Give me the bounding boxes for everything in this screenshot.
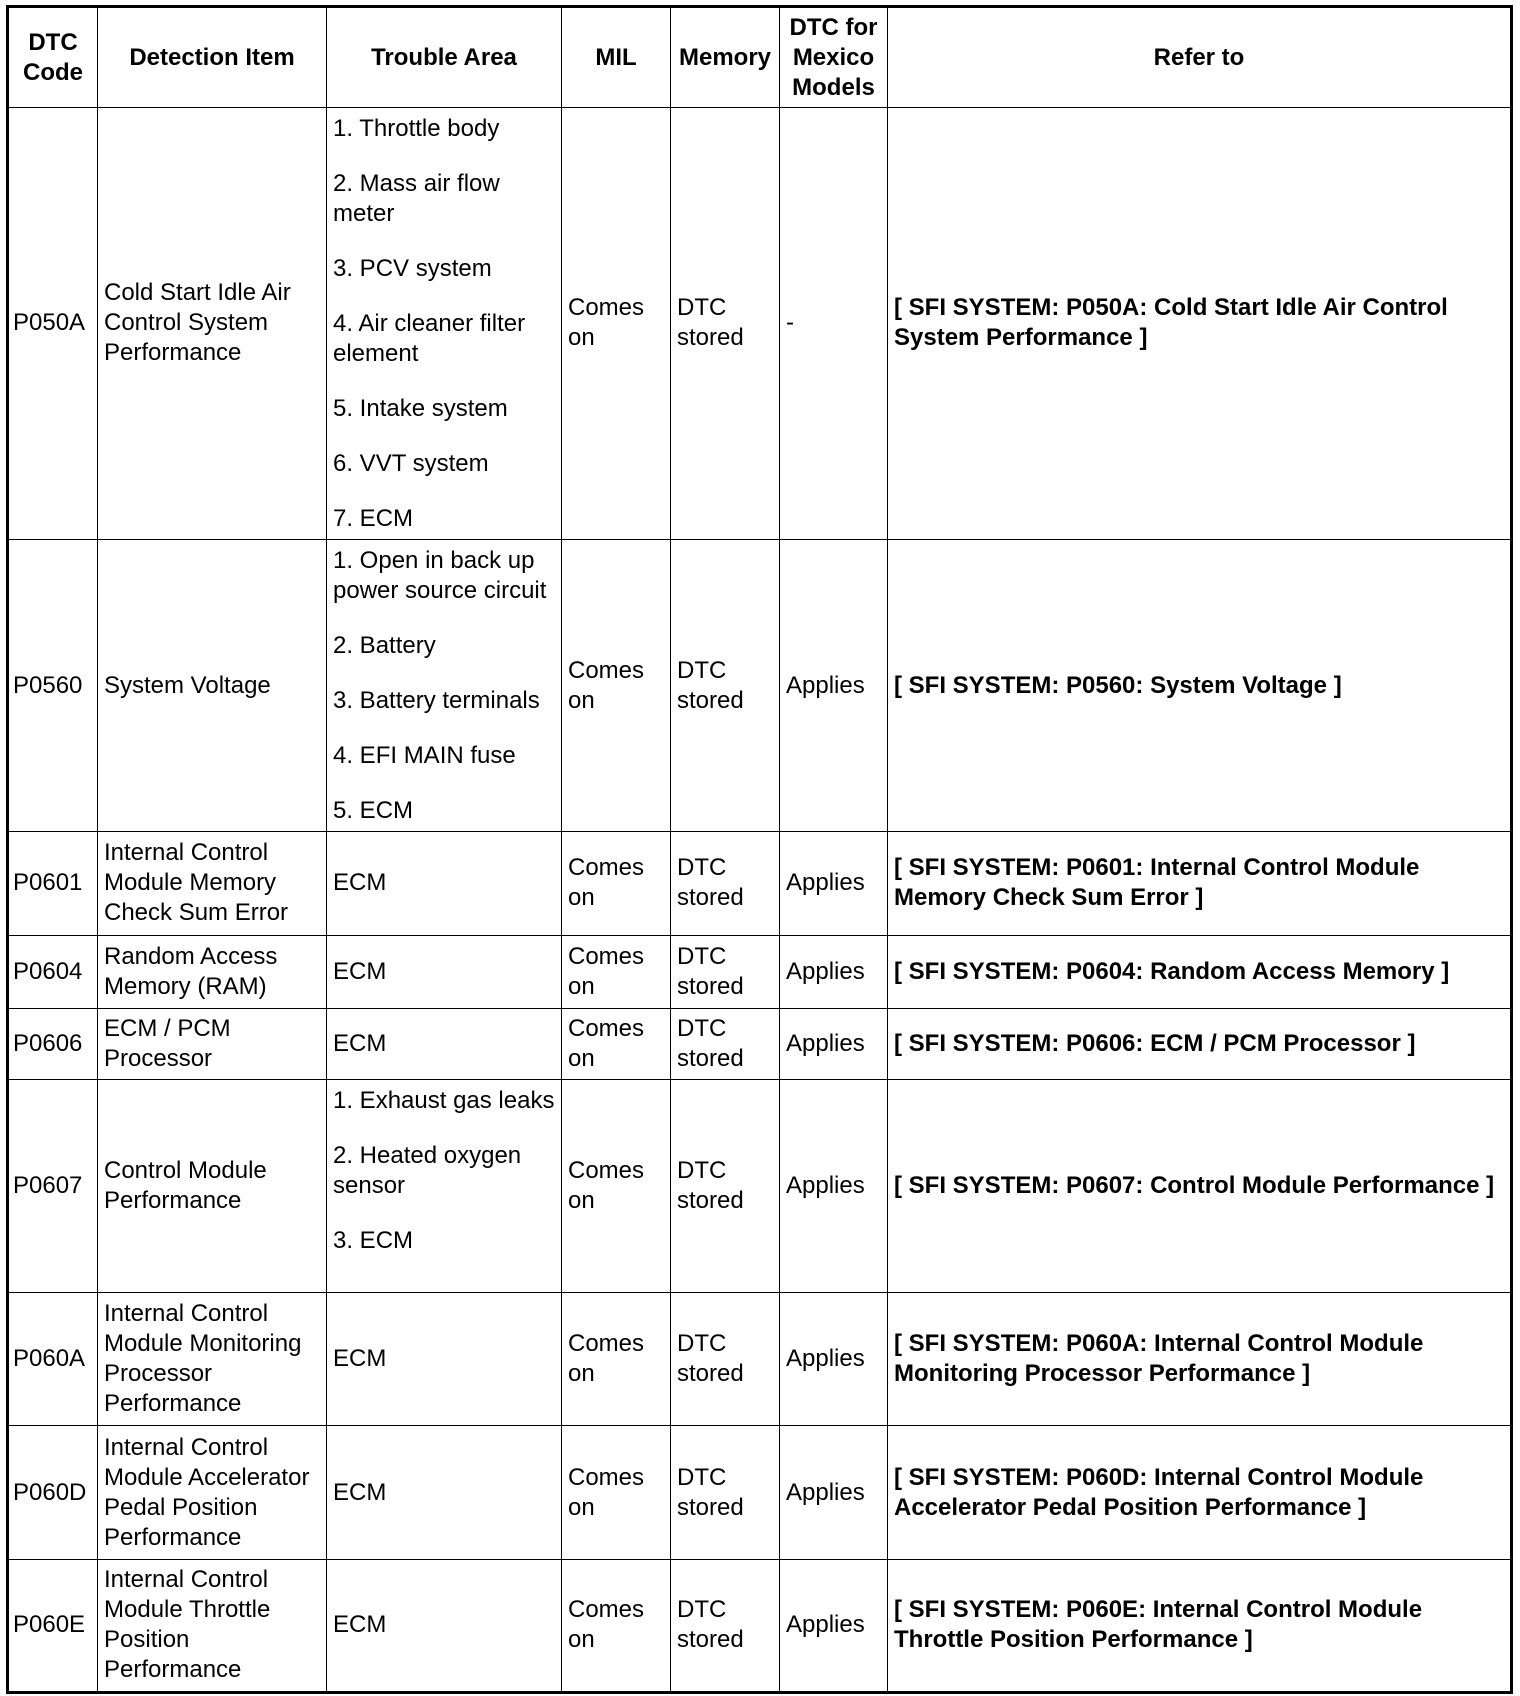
refer-to-link[interactable]: [ SFI SYSTEM: P0601: Internal Control Module Memory Check Sum Error ] <box>894 854 1420 912</box>
trouble-area-item: 1. Exhaust gas leaks <box>333 1086 555 1114</box>
refer-to-cell <box>888 935 1512 1008</box>
refer-to-link[interactable]: [ SFI SYSTEM: P060E: Internal Control Module Throttle Position Performance ] <box>894 1596 1423 1654</box>
mil-cell: Comes on <box>562 832 671 935</box>
mil-cell: Comes on <box>562 1079 671 1292</box>
detection-item-cell: System Voltage <box>98 539 327 832</box>
trouble-area-item: 3. Battery terminals <box>333 686 540 714</box>
header-refer-to: Refer to <box>888 7 1512 108</box>
detection-item-cell: Random Access Memory (RAM) <box>98 935 327 1008</box>
mil-cell: Comes on <box>562 1008 671 1079</box>
trouble-area-cell <box>327 1426 562 1559</box>
trouble-area-item: ECM <box>333 1345 387 1373</box>
refer-to-link[interactable]: [ SFI SYSTEM: P0560: System Voltage ] <box>894 671 1342 699</box>
mil-cell: Comes on <box>562 1293 671 1426</box>
header-detection-item: Detection Item <box>98 7 327 108</box>
mil-cell: Comes on <box>562 1426 671 1559</box>
refer-to-cell <box>888 832 1512 935</box>
trouble-area-item: 2. Battery <box>333 631 436 659</box>
dtc-code-cell: P060A <box>8 1293 98 1426</box>
table-row <box>8 935 1512 1008</box>
detection-item-cell: Cold Start Idle Air Control System Performance <box>98 108 327 540</box>
trouble-area-item: 6. VVT system <box>333 450 489 477</box>
trouble-area-item: 5. ECM <box>333 796 414 824</box>
mexico-models-cell: Applies <box>780 832 888 935</box>
detection-item-cell: Internal Control Module Memory Check Sum Error <box>98 832 327 935</box>
trouble-area-item: 5. Intake system <box>333 395 508 422</box>
trouble-area-cell <box>327 935 562 1008</box>
trouble-area-cell <box>327 1079 562 1292</box>
memory-cell: DTC stored <box>671 108 780 540</box>
refer-to-link[interactable]: [ SFI SYSTEM: P060A: Internal Control Module Monitoring Processor Performance ] <box>894 1330 1424 1388</box>
memory-cell: DTC stored <box>671 1426 780 1559</box>
table-row <box>8 1426 1512 1559</box>
trouble-area-cell <box>327 539 562 832</box>
detection-item-cell: Internal Control Module Monitoring Processor Performance <box>98 1293 327 1426</box>
table-row <box>8 108 1512 540</box>
memory-cell: DTC stored <box>671 539 780 832</box>
memory-cell: DTC stored <box>671 1008 780 1079</box>
memory-cell: DTC stored <box>671 935 780 1008</box>
refer-to-link[interactable]: [ SFI SYSTEM: P0606: ECM / PCM Processor ] <box>894 1029 1416 1057</box>
dtc-code-cell: P050A <box>8 108 98 540</box>
header-row <box>8 7 1512 108</box>
trouble-area-item: ECM <box>333 1478 387 1506</box>
header-mexico-models: DTC for Mexico Models <box>780 7 888 108</box>
table-row <box>8 832 1512 935</box>
detection-item-cell: Internal Control Module Throttle Position Performance <box>98 1559 327 1692</box>
trouble-area-cell <box>327 1293 562 1426</box>
trouble-area-item: ECM <box>333 957 387 985</box>
memory-cell: DTC stored <box>671 1079 780 1292</box>
table-row <box>8 1008 1512 1079</box>
header-dtc-code: DTC Code <box>8 7 98 108</box>
detection-item-cell: ECM / PCM Processor <box>98 1008 327 1079</box>
mil-cell: Comes on <box>562 935 671 1008</box>
header-trouble-area: Trouble Area <box>327 7 562 108</box>
refer-to-link[interactable]: [ SFI SYSTEM: P0607: Control Module Performance ] <box>894 1171 1495 1199</box>
mexico-models-cell: Applies <box>780 539 888 832</box>
header-memory: Memory <box>671 7 780 108</box>
dtc-code-cell: P0604 <box>8 935 98 1008</box>
dtc-code-cell: P0606 <box>8 1008 98 1079</box>
trouble-area-cell <box>327 1008 562 1079</box>
mexico-models-cell: Applies <box>780 935 888 1008</box>
refer-to-link[interactable]: [ SFI SYSTEM: P060D: Internal Control Module Accelerator Pedal Position Performance ] <box>894 1463 1424 1521</box>
refer-to-cell <box>888 1293 1512 1426</box>
memory-cell: DTC stored <box>671 1293 780 1426</box>
memory-cell: DTC stored <box>671 1559 780 1692</box>
dtc-table-body <box>8 108 1512 1693</box>
mexico-models-cell: Applies <box>780 1293 888 1426</box>
mexico-models-cell: - <box>780 108 888 540</box>
dtc-code-cell: P0607 <box>8 1079 98 1292</box>
refer-to-cell <box>888 1079 1512 1292</box>
table-row <box>8 539 1512 832</box>
dtc-code-cell: P060D <box>8 1426 98 1559</box>
trouble-area-item: 4. EFI MAIN fuse <box>333 741 516 769</box>
detection-item-cell: Control Module Performance <box>98 1079 327 1292</box>
dtc-code-cell: P060E <box>8 1559 98 1692</box>
refer-to-link[interactable]: [ SFI SYSTEM: P050A: Cold Start Idle Air Control System Performance ] <box>894 294 1448 352</box>
table-row <box>8 1079 1512 1292</box>
refer-to-cell <box>888 539 1512 832</box>
trouble-area-item: 1. Throttle body <box>333 115 500 142</box>
mil-cell: Comes on <box>562 108 671 540</box>
header-mil: MIL <box>562 7 671 108</box>
dtc-table <box>6 5 1513 1694</box>
dtc-code-cell: P0560 <box>8 539 98 832</box>
trouble-area-item: ECM <box>333 1029 387 1057</box>
trouble-area-cell <box>327 1559 562 1692</box>
mexico-models-cell: Applies <box>780 1079 888 1292</box>
trouble-area-item: 1. Open in back up power source circuit <box>333 546 547 604</box>
detection-item-cell: Internal Control Module Accelerator Pedal Position Performance <box>98 1426 327 1559</box>
trouble-area-item: 2. Mass air flow meter <box>333 170 500 227</box>
memory-cell: DTC stored <box>671 832 780 935</box>
dtc-code-cell: P0601 <box>8 832 98 935</box>
table-row <box>8 1559 1512 1692</box>
mexico-models-cell: Applies <box>780 1426 888 1559</box>
refer-to-cell <box>888 1559 1512 1692</box>
trouble-area-item: 3. ECM <box>333 1226 414 1254</box>
mil-cell: Comes on <box>562 1559 671 1692</box>
refer-to-link[interactable]: [ SFI SYSTEM: P0604: Random Access Memory ] <box>894 957 1450 985</box>
trouble-area-item: ECM <box>333 1611 387 1639</box>
refer-to-cell <box>888 108 1512 540</box>
trouble-area-item: 4. Air cleaner filter element <box>333 310 526 367</box>
trouble-area-cell <box>327 108 562 540</box>
refer-to-cell <box>888 1008 1512 1079</box>
trouble-area-item: 7. ECM <box>333 505 414 532</box>
mexico-models-cell: Applies <box>780 1008 888 1079</box>
trouble-area-item: 3. PCV system <box>333 255 492 282</box>
trouble-area-cell <box>327 832 562 935</box>
table-row <box>8 1293 1512 1426</box>
trouble-area-item: 2. Heated oxygen sensor <box>333 1141 522 1199</box>
trouble-area-item: ECM <box>333 869 387 897</box>
refer-to-cell <box>888 1426 1512 1559</box>
mexico-models-cell: Applies <box>780 1559 888 1692</box>
mil-cell: Comes on <box>562 539 671 832</box>
